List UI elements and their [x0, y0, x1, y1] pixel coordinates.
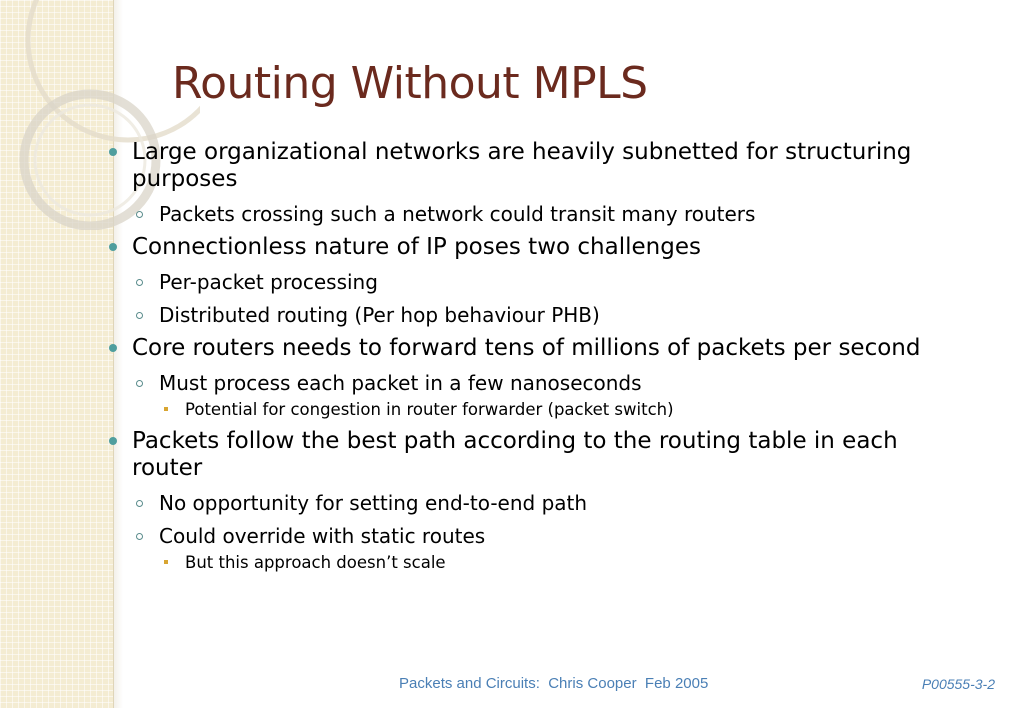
bullet-item: [106, 139, 966, 193]
sub-sub-bullet-text: Potential for congestion in router forwarder (packet switch): [185, 400, 674, 419]
bullet-item: [106, 335, 966, 362]
sub-bullet-text: Per-packet processing: [159, 270, 378, 294]
sub-bullet-item: [106, 202, 966, 226]
bullet-ring-icon: [136, 211, 143, 218]
bullet-ring-icon: [136, 279, 143, 286]
bullet-ring-icon: [136, 380, 143, 387]
slide-number: P00555-3-2: [921, 676, 995, 692]
sub-bullet-item: [106, 303, 966, 327]
bullet-text: Packets follow the best path according to the routing table in each router: [132, 428, 898, 481]
bullet-item: [106, 234, 966, 261]
sub-bullet-text: Must process each packet in a few nanoseconds: [159, 371, 642, 395]
sub-bullet-text: Could override with static routes: [159, 524, 486, 548]
bullet-text: Large organizational networks are heavily subnetted for structuring purposes: [132, 139, 912, 192]
bullet-ring-icon: [136, 312, 143, 319]
bullet-square-icon: [164, 407, 168, 411]
bullet-text: Core routers needs to forward tens of millions of packets per second: [132, 335, 921, 361]
bullet-list: [106, 139, 966, 573]
footer-author: Packets and Circuits: Chris Cooper Feb 2005: [399, 675, 709, 692]
sub-bullet-item: [106, 371, 966, 395]
bullet-ring-icon: [136, 500, 143, 507]
sub-sub-bullet-item: [106, 400, 966, 420]
bullet-dot-icon: [109, 344, 117, 352]
sub-bullet-item: [106, 270, 966, 294]
slide-title: Routing Without MPLS: [172, 58, 648, 109]
sub-bullet-text: Distributed routing (Per hop behaviour PHB): [159, 303, 600, 327]
bullet-square-icon: [164, 560, 168, 564]
bullet-dot-icon: [109, 148, 117, 156]
sub-bullet-text: No opportunity for setting end-to-end path: [159, 491, 588, 515]
sub-sub-bullet-item: [106, 553, 966, 573]
bullet-text: Connectionless nature of IP poses two challenges: [132, 234, 701, 260]
bullet-item: [106, 428, 966, 482]
bullet-dot-icon: [109, 437, 117, 445]
sub-bullet-item: [106, 491, 966, 515]
sub-bullet-item: [106, 524, 966, 548]
sub-bullet-text: Packets crossing such a network could transit many routers: [159, 202, 756, 226]
bullet-dot-icon: [109, 243, 117, 251]
bullet-ring-icon: [136, 533, 143, 540]
sub-sub-bullet-text: But this approach doesn’t scale: [185, 553, 446, 572]
